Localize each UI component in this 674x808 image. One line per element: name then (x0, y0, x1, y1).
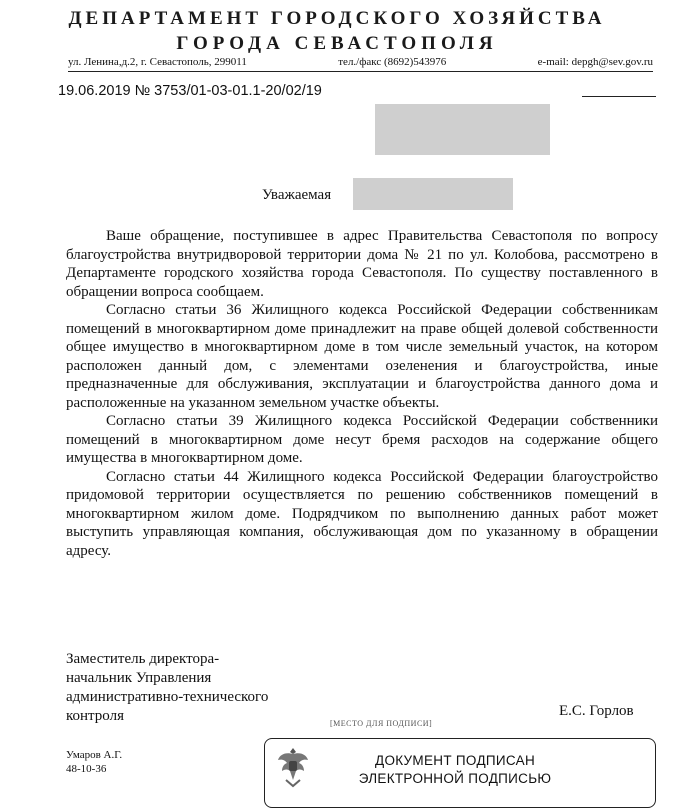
paragraph: Согласно статьи 39 Жилищного кодекса Российской Федерации собственники помещений в многоквартирном доме несут бремя расходов на содержание общего имущества в многоквартирном доме. (66, 413, 658, 466)
paragraph: Согласно статьи 36 Жилищного кодекса Российской Федерации собственникам помещений в многоквартирном доме принадлежит на праве общей долевой собственности общее имущество в многоквартирном доме в том числе земельный участок, на котором расположен данный дом, с элементами озеленения и благоустройства, иные предназначенные для обслуживания, эксплуатации и благоустройства данного дома и расположенные на указанном земельном участке объекты. (66, 302, 658, 411)
signature-placeholder: [МЕСТО ДЛЯ ПОДПИСИ] (330, 719, 433, 728)
paragraph: Ваше обращение, поступившее в адрес Правительства Севастополя по вопросу благоустройства внутридворовой территории дома № 21 по ул. Колобова, рассмотрено в Департаменте городского хозяйства города Севастополя. По существу поставленного в обращении вопроса сообщаем. (66, 228, 658, 300)
executor-name: Умаров А.Г. (66, 749, 123, 761)
stamp-line: ДОКУМЕНТ ПОДПИСАН (375, 753, 535, 768)
executor (66, 748, 122, 776)
paragraph: Согласно статьи 44 Жилищного кодекса Российской Федерации благоустройство придомовой территории осуществляется по решению собственников помещений в многоквартирном жилом доме. Подрядчиком по выполнению данных работ может выступить управляющая компания, обслуживающая дом по указанному в обращении адресу. (66, 468, 658, 559)
executor-phone: 48-10-36 (66, 763, 107, 775)
greeting: Уважаемая (262, 187, 332, 203)
blank-field-line (582, 96, 656, 97)
email: e-mail: depgh@sev.gov.ru (537, 56, 653, 68)
registration-number: 19.06.2019 № 3753/01-03-01.1-20/02/19 (58, 83, 322, 99)
department-title: ДЕПАРТАМЕНТ ГОРОДСКОГО ХОЗЯЙСТВА (68, 8, 606, 29)
stamp-line: ЭЛЕКТРОННОЙ ПОДПИСЬЮ (358, 771, 552, 786)
signer-name: Е.С. Горлов (559, 703, 634, 719)
signer-title-line: начальник Управления (66, 670, 212, 686)
letter-body (66, 227, 658, 560)
signer-title (66, 650, 268, 726)
redacted-name (353, 178, 513, 210)
signer-title-line: контроля (66, 708, 124, 724)
address: ул. Ленина,д.2, г. Севастополь, 299011 (68, 56, 247, 68)
signer-title-line: Заместитель директора- (66, 651, 220, 667)
redacted-addressee (375, 104, 550, 155)
contact-line (68, 56, 653, 72)
signer-title-line: административно-технического (66, 689, 269, 705)
stamp-text (330, 752, 580, 788)
phone: тел./факс (8692)543976 (338, 56, 447, 68)
coat-of-arms-icon (276, 744, 310, 788)
department-city: ГОРОДА СЕВАСТОПОЛЯ (176, 33, 498, 54)
